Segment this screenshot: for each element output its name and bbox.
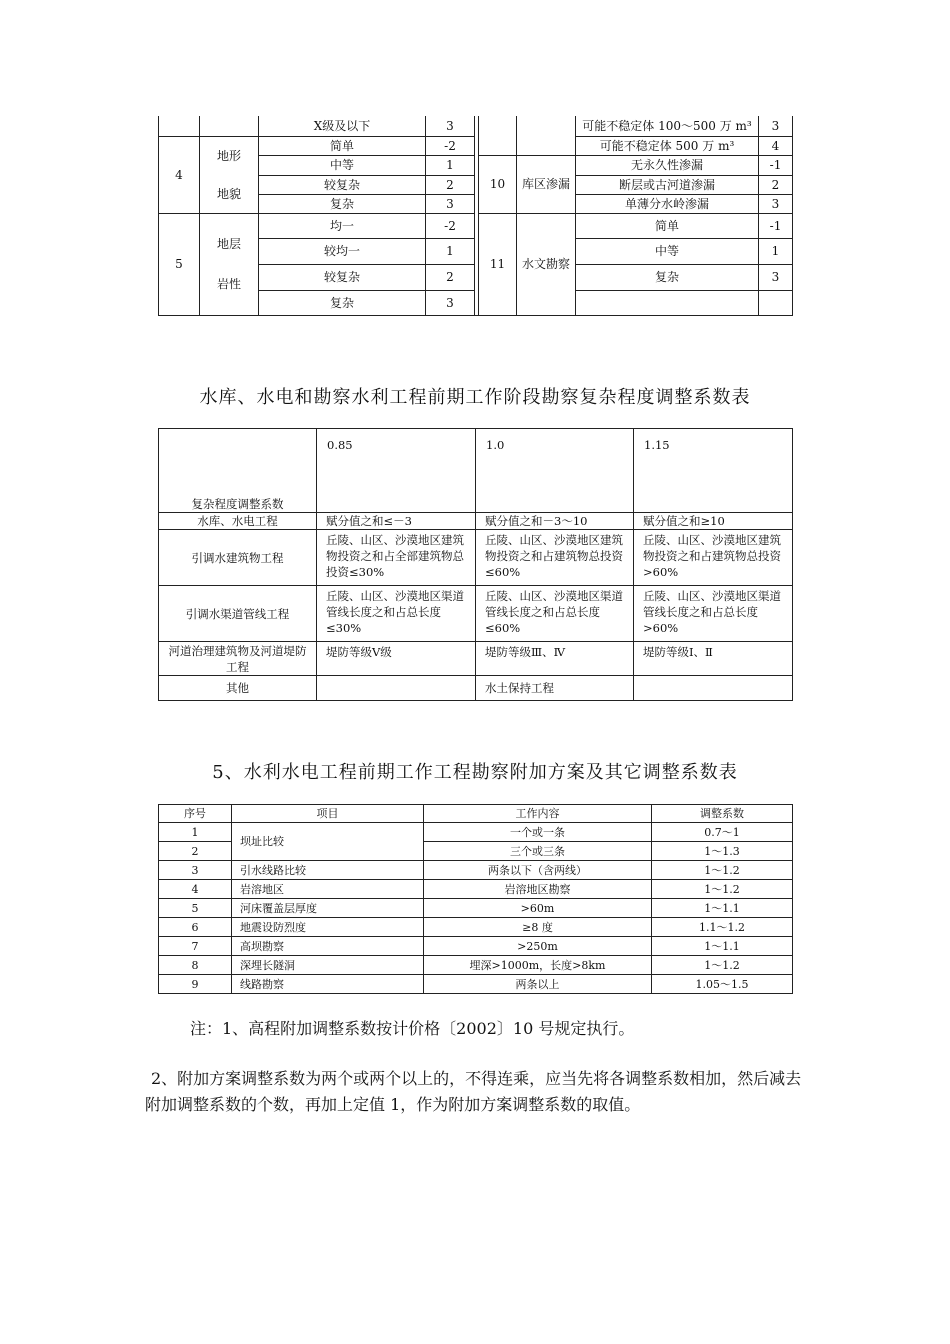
row-label: 水库、水电工程 (159, 513, 317, 530)
table-cell: 丘陵、山区、沙漠地区建筑物投资之和占建筑物总投资≤60% (476, 530, 634, 586)
row-number: 5 (159, 213, 200, 315)
table-cell: 较均一 (259, 238, 426, 264)
row-number: 4 (159, 136, 200, 213)
table-cell: 3 (426, 290, 475, 315)
table-cell: 丘陵、山区、沙漠地区建筑物投资之和占全部建筑物总投资≤30% (317, 530, 476, 586)
item-label: 引水线路比较 (232, 861, 424, 880)
table-cell: 1～1.1 (652, 899, 793, 918)
table-cell: 4 (759, 136, 793, 155)
category-label: 水文勘察 (517, 213, 576, 315)
table-cell: 赋分值之和≥10 (634, 513, 793, 530)
category-label: 地形 (216, 148, 241, 163)
row-label: 河道治理建筑物及河道堤防工程 (159, 642, 317, 676)
table-cell: 1～1.2 (652, 880, 793, 899)
complexity-score-table (158, 116, 793, 316)
table-cell: 1 (426, 155, 475, 175)
table-cell: 断层或古河道渗漏 (576, 175, 759, 194)
category-label: 地层 (216, 237, 241, 251)
table-cell: 赋分值之和≤－3 (317, 513, 476, 530)
header-value: 0.85 (317, 429, 476, 513)
header-label: 复杂程度调整系数 (191, 497, 284, 511)
row-label: 其他 (159, 676, 317, 701)
table-cell: 简单 (576, 213, 759, 238)
column-header: 调整系数 (652, 805, 793, 823)
table-cell: -1 (759, 155, 793, 175)
header-value: 1.0 (476, 429, 634, 513)
table-cell: 堤防等级Ⅴ级 (317, 642, 476, 676)
row-number: 11 (479, 213, 517, 315)
column-header: 工作内容 (424, 805, 652, 823)
item-label: 地震设防烈度 (232, 918, 424, 937)
additional-scheme-table (158, 804, 793, 994)
table-cell: 堤防等级Ⅰ、Ⅱ (634, 642, 793, 676)
table-cell: 两条以上 (424, 975, 652, 994)
category-label: 库区渗漏 (517, 155, 576, 213)
table-cell: Ⅹ级及以下 (259, 116, 426, 136)
table-cell: 可能不稳定体 500 万 m³ (576, 136, 759, 155)
table-cell: -2 (426, 213, 475, 238)
section-title: 5、水利水电工程前期工作工程勘察附加方案及其它调整系数表 (212, 762, 738, 783)
table-cell: 堤防等级Ⅲ、Ⅳ (476, 642, 634, 676)
table-cell: 1.1～1.2 (652, 918, 793, 937)
table-cell: 丘陵、山区、沙漠地区建筑物投资之和占建筑物总投资>60% (634, 530, 793, 586)
row-number: 3 (159, 861, 232, 880)
row-label: 引调水渠道管线工程 (159, 586, 317, 642)
table-cell: 3 (759, 264, 793, 290)
table-cell: 水土保持工程 (476, 676, 634, 701)
table-cell: 1 (426, 238, 475, 264)
table-cell: 0.7～1 (652, 823, 793, 842)
item-label: 坝址比较 (232, 823, 424, 861)
table-cell: 复杂 (259, 194, 426, 213)
table-cell: 一个或一条 (424, 823, 652, 842)
table-cell: 1 (759, 238, 793, 264)
table-cell: 可能不稳定体 100～500 万 m³ (576, 116, 759, 136)
table-cell: 丘陵、山区、沙漠地区渠道管线长度之和占总长度>60% (634, 586, 793, 642)
table-cell (317, 676, 476, 701)
table-cell: 复杂 (259, 290, 426, 315)
table-cell: 中等 (576, 238, 759, 264)
note-2: 2、附加方案调整系数为两个或两个以上的，不得连乘，应当先将各调整系数相加，然后减去附加调整系数的个数，再加上定值 1，作为附加方案调整系数的取值。 (145, 1069, 802, 1114)
item-label: 线路勘察 (232, 975, 424, 994)
table-cell: 1.05～1.5 (652, 975, 793, 994)
table-cell: -1 (759, 213, 793, 238)
table-cell: >250m (424, 937, 652, 956)
table-cell: 1～1.3 (652, 842, 793, 861)
row-number: 4 (159, 880, 232, 899)
table-cell: 1～1.2 (652, 956, 793, 975)
column-header: 序号 (159, 805, 232, 823)
row-number: 9 (159, 975, 232, 994)
table-cell: 均一 (259, 213, 426, 238)
table-cell: 较复杂 (259, 175, 426, 194)
column-header: 项目 (232, 805, 424, 823)
table-cell: 2 (759, 175, 793, 194)
table-cell: 丘陵、山区、沙漠地区渠道管线长度之和占总长度≤60% (476, 586, 634, 642)
table-cell: 埋深>1000m，长度>8km (424, 956, 652, 975)
table-cell: 中等 (259, 155, 426, 175)
table-cell: 1～1.1 (652, 937, 793, 956)
table-cell: 简单 (259, 136, 426, 155)
category-label: 地貌 (216, 186, 241, 201)
row-number: 1 (159, 823, 232, 842)
table-cell: 岩溶地区勘察 (424, 880, 652, 899)
item-label: 岩溶地区 (232, 880, 424, 899)
row-number: 6 (159, 918, 232, 937)
row-number: 10 (479, 155, 517, 213)
table-cell: 3 (426, 194, 475, 213)
table-cell: 3 (426, 116, 475, 136)
table-cell: 三个或三条 (424, 842, 652, 861)
item-label: 河床覆盖层厚度 (232, 899, 424, 918)
table-cell: 两条以下（含两线） (424, 861, 652, 880)
table-cell: >60m (424, 899, 652, 918)
section-title: 水库、水电和勘察水利工程前期工作阶段勘察复杂程度调整系数表 (199, 387, 751, 408)
row-number: 8 (159, 956, 232, 975)
row-label: 引调水建筑物工程 (159, 530, 317, 586)
header-value: 1.15 (634, 429, 793, 513)
table-cell: 2 (426, 175, 475, 194)
table-cell: 2 (426, 264, 475, 290)
table-cell: 复杂 (576, 264, 759, 290)
table-cell: ≥8 度 (424, 918, 652, 937)
adjustment-coefficient-table (158, 428, 793, 701)
category-label: 岩性 (216, 277, 241, 291)
table-cell (634, 676, 793, 701)
table-cell: 3 (759, 116, 793, 136)
table-cell: 赋分值之和－3～10 (476, 513, 634, 530)
table-cell: 3 (759, 194, 793, 213)
item-label: 高坝勘察 (232, 937, 424, 956)
table-cell: 丘陵、山区、沙漠地区渠道管线长度之和占总长度≤30% (317, 586, 476, 642)
row-number: 7 (159, 937, 232, 956)
row-number: 5 (159, 899, 232, 918)
table-cell: 1～1.2 (652, 861, 793, 880)
table-cell: 单薄分水岭渗漏 (576, 194, 759, 213)
note-1: 注：1、高程附加调整系数按计价格〔2002〕10 号规定执行。 (190, 1019, 635, 1038)
table-cell: -2 (426, 136, 475, 155)
table-cell: 较复杂 (259, 264, 426, 290)
item-label: 深埋长隧洞 (232, 956, 424, 975)
table-cell: 无永久性渗漏 (576, 155, 759, 175)
row-number: 2 (159, 842, 232, 861)
